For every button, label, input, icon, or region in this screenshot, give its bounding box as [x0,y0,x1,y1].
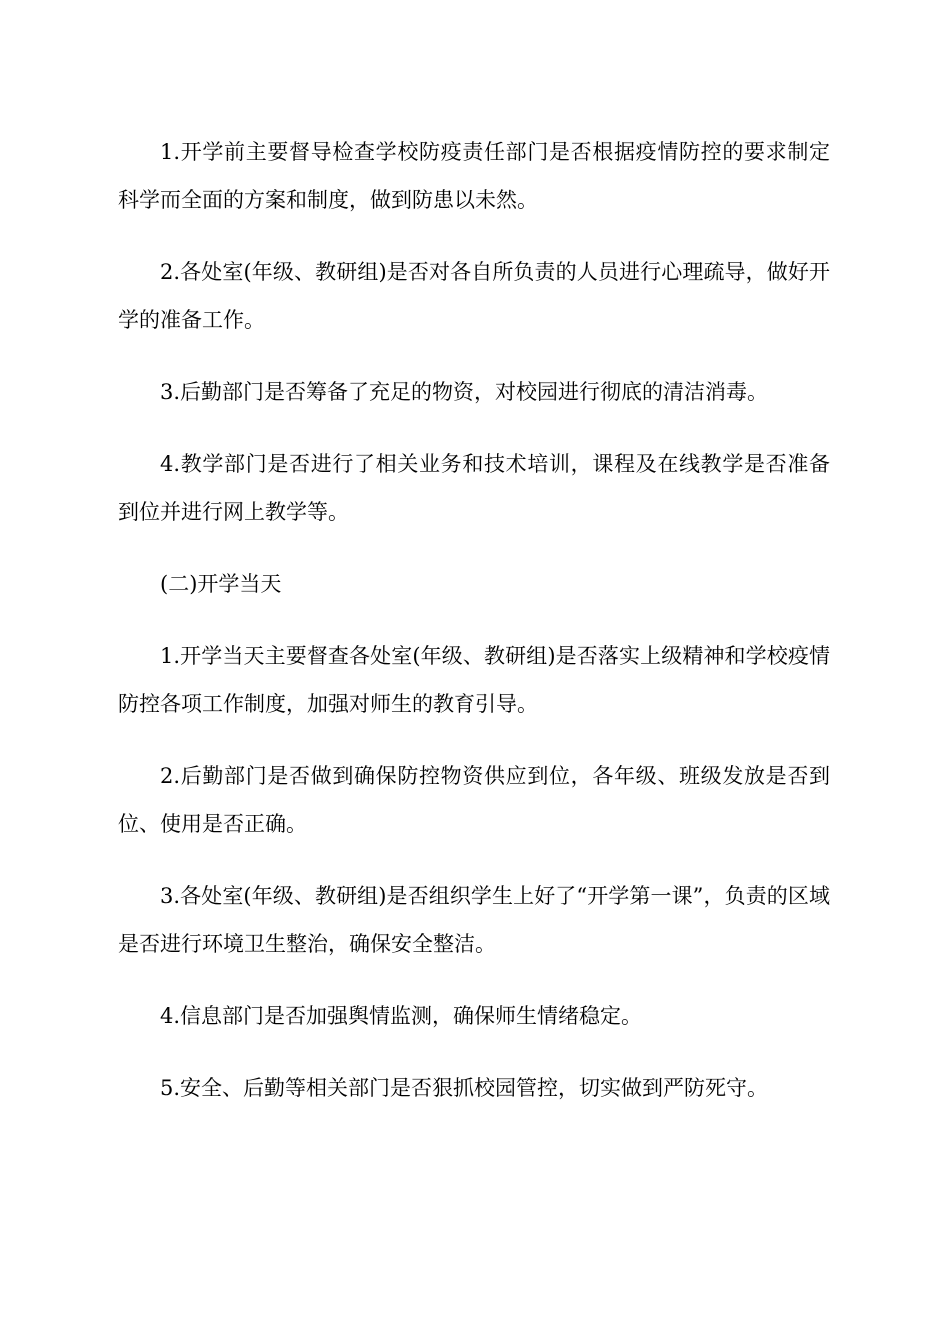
paragraph-1: 1.开学前主要督导检查学校防疫责任部门是否根据疫情防控的要求制定科学而全面的方案和制度，做到防患以未然。 [118,140,830,212]
paragraph-8: 4.信息部门是否加强舆情监测，确保师生情绪稳定。 [160,1004,643,1028]
paragraph-6: 2.后勤部门是否做到确保防控物资供应到位，各年级、班级发放是否到位、使用是否正确。 [118,764,830,836]
paragraph-2: 2.各处室(年级、教研组)是否对各自所负责的人员进行心理疏导，做好开学的准备工作。 [118,260,830,332]
paragraph-5: 1.开学当天主要督查各处室(年级、教研组)是否落实上级精神和学校疫情防控各项工作制度，加强对师生的教育引导。 [118,644,830,716]
document-body [118,128,830,1136]
section-heading: (二)开学当天 [160,572,282,596]
paragraph-3: 3.后勤部门是否筹备了充足的物资，对校园进行彻底的清洁消毒。 [160,380,769,404]
paragraph-4: 4.教学部门是否进行了相关业务和技术培训，课程及在线教学是否准备到位并进行网上教学等。 [118,452,830,524]
paragraph-7: 3.各处室(年级、教研组)是否组织学生上好了“开学第一课”，负责的区域是否进行环境卫生整治，确保安全整洁。 [118,884,830,956]
paragraph-9: 5.安全、后勤等相关部门是否狠抓校园管控，切实做到严防死守。 [160,1076,769,1100]
